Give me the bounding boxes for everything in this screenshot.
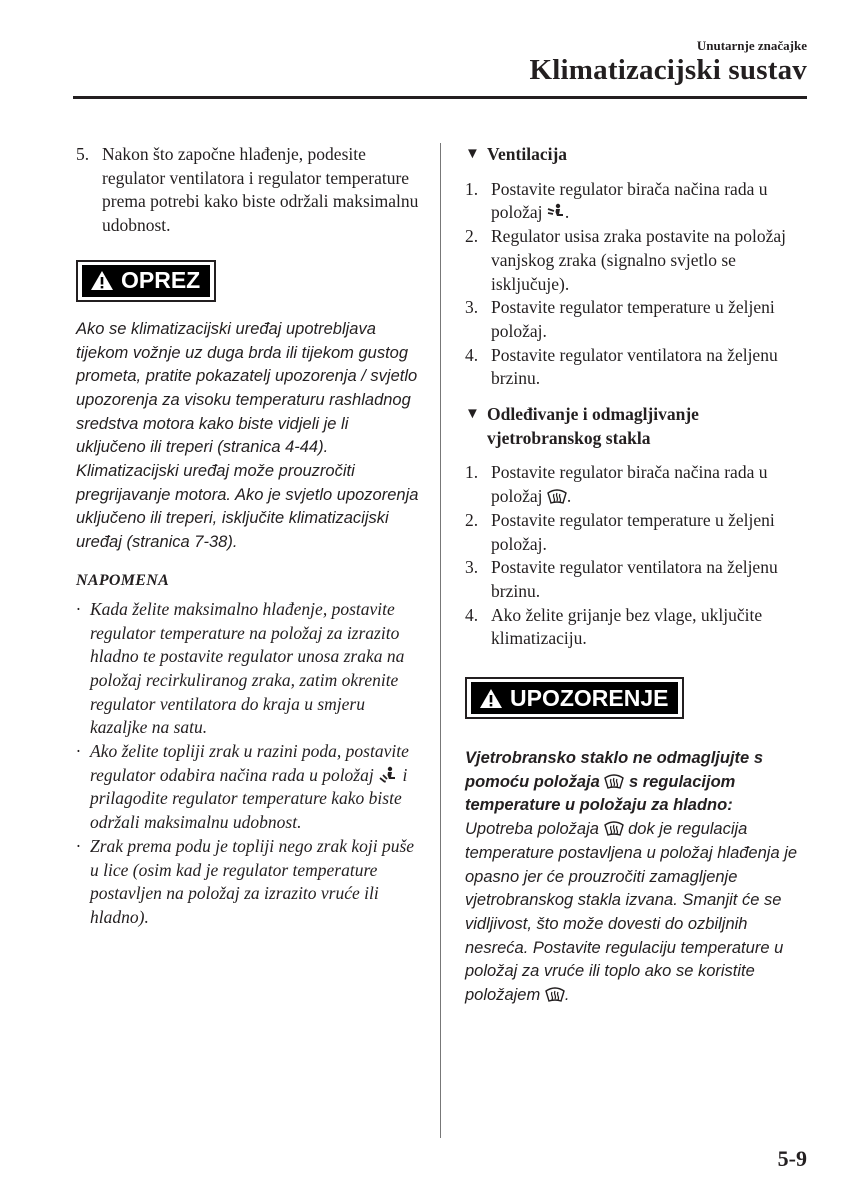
- step-text: Nakon što započne hlađenje, podesite regulator ventilatora i regulator temperature prema potrebi kako biste održali maksimalnu udobnost.: [102, 144, 419, 236]
- column-divider: [440, 143, 441, 1138]
- defrost-step-2: 2. Postavite regulator temperature u željeni položaj.: [465, 509, 775, 554]
- floor-mode-icon: [378, 766, 398, 784]
- note-bullet-1: · Kada želite maksimalno hlađenje, postavite regulator temperature na položaj za izrazito hladno te postavite regulator unosa zraka na položaj recirkuliranog zraka, zatim okrenite regulator ventilatora do kraja u smjeru kazaljke na satu.: [76, 598, 421, 740]
- header-rule: [73, 96, 807, 99]
- vent-step-3: 3. Postavite regulator temperature u željeni položaj.: [465, 297, 775, 341]
- ventilation-steps: [465, 178, 810, 391]
- note-bullet-text: Kada želite maksimalno hlađenje, postavite regulator temperature na položaj za izrazito hladno te postavite regulator unosa zraka na položaj recirkuliranog zraka, zatim okrenite regulator ventilatora do kraja u smjeru kazaljke na satu.: [90, 598, 405, 738]
- caution-label: OPREZ: [121, 267, 201, 294]
- defrost-steps: [465, 461, 810, 651]
- left-column: [76, 143, 421, 930]
- note-bullet-2: · Ako želite topliji zrak u razini poda, postavite regulator odabira načina rada u položaj i prilagodite regulator temperature kako biste održali maksimalnu udobnost.: [76, 741, 409, 833]
- windshield-defroster-icon: [604, 773, 624, 790]
- header-subtitle: Unutarnje značajke: [696, 38, 807, 53]
- section-heading-ventilation: ▼ Ventilacija: [465, 143, 810, 167]
- defrost-step-1: 1. Postavite regulator birača načina rada u položaj .: [465, 462, 768, 507]
- note-bullet-3: · Zrak prema podu je topliji nego zrak koji puše u lice (osim kad je regulator temperature postavljen na položaj za izrazito vruće ili hladno).: [76, 835, 421, 930]
- note-title: NAPOMENA: [76, 571, 170, 589]
- warning-label: UPOZORENJE: [510, 684, 669, 711]
- warning-triangle-icon: [90, 270, 114, 291]
- warning-triangle-icon: [479, 688, 503, 709]
- vent-step-2: 2. Regulator usisa zraka postavite na položaj vanjskog zraka (signalno svjetlo se isključuje).: [465, 226, 786, 294]
- caution-paragraph-2: Klimatizacijski uređaj može prouzročiti pregrijavanje motora. Ako je svjetlo upozorenja uključeno ili treperi, isključite klimatizacijski uređaj (stranica 7-38).: [76, 462, 419, 552]
- warning-bold-paragraph: Vjetrobransko staklo ne odmagljujte s pomoću položaja s regulacijom temperature u položaju za hladno:: [465, 749, 763, 815]
- note-bullet-text: Ako želite topliji zrak u razini poda, postavite regulator odabira načina rada u položaj: [90, 741, 409, 785]
- warning-paragraph: Upotreba položaja dok je regulacija temperature postavljena u položaj hlađenja je opasno jer će prouzročiti zamagljenje vjetrobranskog stakla izvana. Smanjit će se vidljivost, što može dovesti do ozbiljnih nesreća. Postavite regulaciju temperature u položaj za vruće ili toplo ako se koristite položajem .: [465, 820, 798, 1005]
- note-bullet-text: i prilagodite regulator temperature kako biste održali maksimalnu udobnost.: [90, 764, 408, 833]
- caution-label-box: [76, 260, 216, 302]
- right-column: [465, 143, 810, 1008]
- windshield-defroster-icon: [545, 986, 565, 1003]
- vent-mode-icon: [547, 203, 565, 221]
- defrost-step-4: 4. Ako želite grijanje bez vlage, uključite klimatizaciju.: [465, 604, 763, 649]
- section-triangle-icon: ▼: [465, 146, 480, 162]
- step-5: [76, 143, 421, 238]
- header-title: Klimatizacijski sustav: [529, 54, 807, 86]
- step-number: 5.: [76, 144, 90, 164]
- vent-step-1: 1. Postavite regulator birača načina rada u položaj .: [465, 178, 768, 223]
- caution-paragraph-1: Ako se klimatizacijski uređaj upotrebljava tijekom vožnje uz duga brda ili tijekom gustog prometa, pratite pokazatelj upozorenja / svjetlo upozorenja za visoku temperaturu rashladnog sredstva motora kako biste vidjeli je li uključeno ili treperi (stranica 4-44).: [76, 319, 418, 457]
- page-number: 5-9: [777, 1146, 807, 1171]
- windshield-defroster-icon: [604, 820, 624, 837]
- windshield-defroster-icon: [547, 488, 567, 505]
- section-triangle-icon: ▼: [465, 406, 480, 423]
- vent-step-4: 4. Postavite regulator ventilatora na željenu brzinu.: [465, 344, 778, 389]
- defrost-step-3: 3. Postavite regulator ventilatora na željenu brzinu.: [465, 557, 778, 601]
- section-heading-defrost: ▼ Odleđivanje i odmagljivanje vjetrobranskog stakla: [465, 403, 810, 450]
- note-bullet-text: Zrak prema podu je topliji nego zrak koji puše u lice (osim kad je regulator temperature postavljen na položaj za izrazito vruće ili hladno).: [90, 835, 415, 927]
- warning-label-box: [465, 677, 684, 719]
